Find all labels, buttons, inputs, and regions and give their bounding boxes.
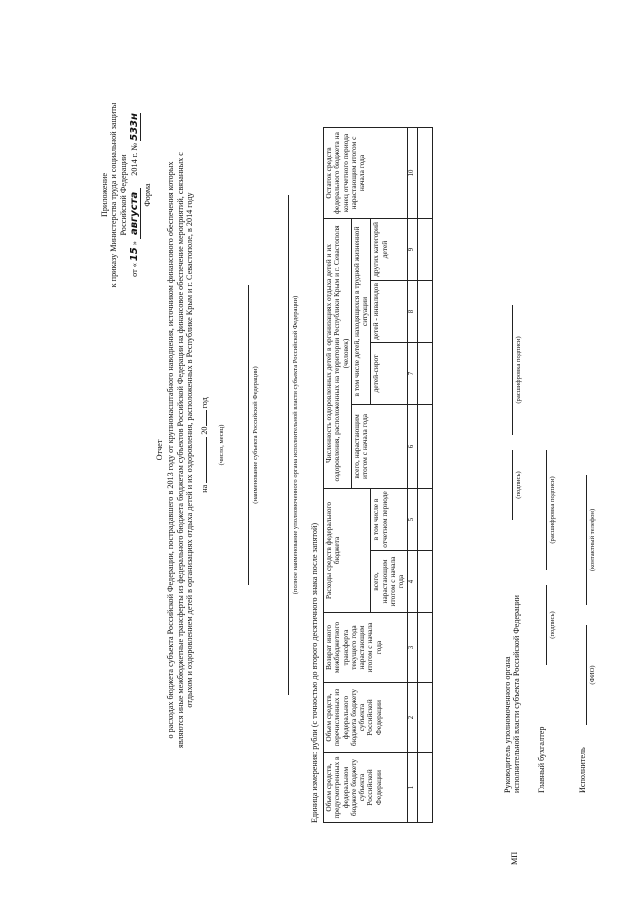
header-col-7: детей-сирот (371, 343, 407, 405)
header-col-6: всего, нарастающим итогом с начала года (351, 405, 407, 489)
date-prefix: от « (130, 263, 140, 277)
col-number: 9 (407, 219, 417, 281)
title-line-1: о расходах бюджета субъекта Российской Федерации, пострадавшего в 2013 году от крупномасштабного наводнения, источником финансового обеспечения которых (166, 161, 176, 739)
report-title: Отчет (155, 439, 164, 461)
header-col-3: Возврат иного межбюджетного трансферта текущего года нарастающим итогом с начала года (324, 613, 408, 683)
col-number: 3 (407, 613, 417, 683)
appendix-order-ref: к приказу Министерства труда и социальной защиты (109, 102, 119, 288)
header-col-5: в том числе в отчетном периоде (371, 489, 407, 551)
appendix-date-line: от « 15 » августа 2014 г. № 533н (129, 113, 141, 277)
empty-cell (417, 343, 432, 405)
period-prefix: на (200, 484, 209, 493)
col-number: 7 (407, 343, 417, 405)
empty-cell (417, 613, 432, 683)
col-number: 1 (407, 753, 417, 823)
title-line-3: отдыхом и оздоровлением детей в организациях отдыха детей и их оздоровления, расположенных в Республике Крым и г. Севастополе, в 2014 году (185, 192, 195, 708)
executor-phone-caption: (контактный телефон) (589, 508, 596, 572)
report-table (323, 127, 433, 823)
executor-phone-line (586, 475, 587, 605)
col-number: 10 (407, 128, 417, 219)
head-decode-caption: (расшифровка подписи) (515, 336, 522, 404)
unit-of-measure: Единица измерения: рубли (с точностью до второго десятичного знака после запятой) (310, 522, 319, 823)
empty-cell (417, 219, 432, 281)
header-hard-situation: в том числе детей, находящихся в трудной жизненной ситуации (351, 219, 371, 405)
period-date-blank (206, 437, 207, 483)
empty-cell (417, 281, 432, 343)
col-number: 8 (407, 281, 417, 343)
accountant-sign-caption: (подпись) (549, 611, 556, 639)
authority-underline (288, 195, 289, 695)
head-title-line-1: Руководитель уполномоченного органа (503, 656, 512, 793)
header-col-9: других категорий детей (371, 219, 407, 281)
header-expenses-group: Расходы средств федерального бюджета (324, 489, 371, 613)
subject-caption: (наименование субъекта Российской Федерации) (252, 366, 259, 504)
subject-underline (248, 285, 249, 585)
period-suffix: год (200, 397, 209, 409)
executor-fio-line (586, 625, 587, 725)
empty-cell (417, 551, 432, 613)
stamp-place-mp: МП (510, 851, 519, 865)
empty-cell (417, 128, 432, 219)
accountant-decode-line (546, 450, 547, 570)
header-row-1 (324, 128, 352, 823)
data-row-empty (417, 128, 432, 823)
col-number: 4 (407, 551, 417, 613)
empty-cell (417, 753, 432, 823)
appendix-block (100, 45, 152, 345)
appendix-title: Приложение (100, 173, 109, 217)
head-sign-caption: (подпись) (515, 471, 522, 499)
appendix-ministry: Российской Федерации (118, 154, 128, 236)
head-decode-line (512, 305, 513, 435)
header-col-8: детей - инвалидов (371, 281, 407, 343)
empty-cell (417, 683, 432, 753)
accountant-sign-line (546, 585, 547, 665)
header-col-2: Объем средств, перечисленных из федерального бюджета бюджету субъекта Российской Федерации (324, 683, 408, 753)
period-line (200, 345, 209, 545)
column-numbers-row (407, 128, 417, 823)
col-number: 6 (407, 405, 417, 489)
executor-label: Исполнитель (578, 747, 587, 793)
year-label: 2014 г. № (130, 142, 140, 176)
header-children-count-group: Численность оздоровленных детей в организациях отдыха детей и их оздоровления, расположенных на территории Республики Крым и г. Севастополя (человек) (324, 219, 352, 489)
period-mid: 20 (200, 426, 209, 435)
header-col-1: Объем средств, предусмотренных в федеральном бюджете бюджету субъекта Российской Федерации (324, 753, 408, 823)
header-col-4: всего, нарастающим итогом с начала года (371, 551, 407, 613)
form-label: Форма (142, 183, 152, 207)
title-block (155, 95, 195, 805)
executor-fio-caption: (ФИО) (589, 665, 596, 685)
chief-accountant-label: Главный бухгалтер (537, 726, 546, 793)
title-line-2: являются иные межбюджетные трансферты из федерального бюджета бюджетам субъектов Российской Федерации на финансовое обеспечение мероприятий, связанных с (175, 152, 185, 748)
order-number: 533н (129, 113, 141, 141)
col-number: 2 (407, 683, 417, 753)
date-month: августа (129, 188, 141, 239)
head-sign-line (512, 450, 513, 520)
col-number: 5 (407, 489, 417, 551)
head-title-line-2: исполнительной власти субъекта Российской Федерации (512, 595, 522, 793)
authority-caption: (полное наименование уполномоченного органа исполнительной власти субъекта Российской Федерации) (292, 295, 299, 595)
empty-cell (417, 405, 432, 489)
head-signatory-title (503, 493, 522, 793)
empty-cell (417, 489, 432, 551)
accountant-decode-caption: (расшифровка подписи) (549, 476, 556, 544)
date-day: 15 (129, 247, 141, 262)
period-caption: (число, месяц) (218, 424, 225, 466)
header-col-10: Остаток средств федерального бюджета на конец отчетного периода нарастающим итогом с начала года (324, 128, 408, 219)
